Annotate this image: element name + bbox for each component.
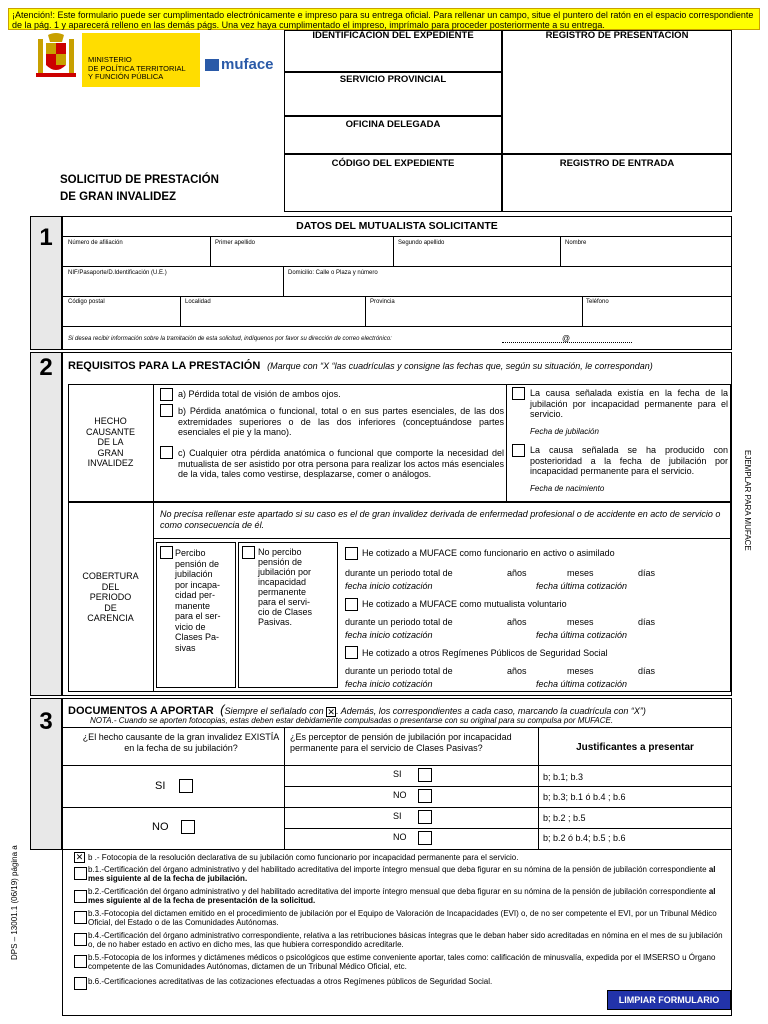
doc-b1-text: b.1.-Certificación del órgano administrativo y del habilitado acreditativa del importe íntegro mensual que deba figurar en su nómina de la pensión de jubilación correspondiente al mes siguiente al de la fecha de jubilación. xyxy=(88,865,716,883)
oficina-delegada-label: OFICINA DELEGADA xyxy=(345,119,441,130)
cot-funcionario-text: He cotizado a MUFACE como funcionario en activo o asimilado xyxy=(362,548,615,558)
side-copy-label: EJEMPLAR PARA MUFACE xyxy=(743,450,752,551)
s3-number: 3 xyxy=(39,708,53,735)
s1-title: DATOS DEL MUTUALISTA SOLICITANTE xyxy=(296,220,498,232)
clear-form-button[interactable]: LIMPIAR FORMULARIO xyxy=(607,990,731,1010)
servicio-provincial-label: SERVICIO PROVINCIAL xyxy=(339,74,447,85)
doc-b5-checkbox[interactable] xyxy=(74,955,87,968)
fecha-inicio-2-field[interactable]: fecha inicio cotización xyxy=(345,630,433,640)
localidad-field[interactable]: Localidad xyxy=(185,299,211,305)
dias-3-field[interactable]: días xyxy=(638,666,656,676)
s3-subtitle-a: Siempre el señalado con xyxy=(224,706,324,716)
q2-no-1-label: NO xyxy=(393,790,407,800)
cot-otros-text: He cotizado a otros Regímenes Públicos de Seguridad Social xyxy=(362,648,608,658)
s3-header: DOCUMENTOS A APORTAR (Siempre el señalado con ✕. Además, los correspondientes a cada caso, marcando la cuadrícula con “X”) xyxy=(68,702,646,717)
meses-3-field[interactable]: meses xyxy=(567,666,594,676)
codigo-postal-field[interactable]: Código postal xyxy=(68,299,105,305)
codigo-expediente-label: CÓDIGO DEL EXPEDIENTE xyxy=(331,158,455,169)
email-prompt: Si desea recibir información sobre la tramitación de esta solicitud, indíquenos por favor su dirección de correo electrónico: xyxy=(68,336,392,342)
doc-b3-text: b.3.-Fotocopia del dictamen emitido en el procedimiento de jubilación por el Equipo de Valoración de Incapacidades (EVI) o, de no ser competente el EVI, por un Tribunal Médico Oficial, del Estado o de las Comunidades Autónomas. xyxy=(88,909,717,927)
opt-c-checkbox[interactable] xyxy=(160,446,173,459)
q2-no-2-label: NO xyxy=(393,832,407,842)
percibo-text: Percibo pensión de jubilación por incapa- cidad per- manente para el ser- vicio de Clases Pa- sivas xyxy=(175,548,221,653)
q2-si-2-checkbox[interactable] xyxy=(418,810,432,824)
meses-1-field[interactable]: meses xyxy=(567,568,594,578)
causa-posterior-checkbox[interactable] xyxy=(512,444,525,457)
info-notice: ¡Atención!: Este formulario puede ser cumplimentado electrónicamente e impreso para su entrega oficial. Para rellenar un campo, situe el puntero del ratón en el espacio correspondiente de la pág. 1 y aparecerá relleno en las demás págs. Una vez haya cumplimentado el impreso, imprímalo para proceder posteriormente a su entrega. xyxy=(8,8,760,30)
doc-b-text: b .- Fotocopia de la resolución declarativa de su jubilación como funcionario por incapacidad permanente para el servicio. xyxy=(88,853,519,862)
s2-title: REQUISITOS PARA LA PRESTACIÓN xyxy=(68,360,261,372)
result-2: b; b.3; b.1 ó b.4 ; b.6 xyxy=(543,792,626,802)
anos-1-field[interactable]: años xyxy=(507,568,527,578)
q2-text: ¿Es perceptor de pensión de jubilación por incapacidad permanente para el servicio de Clases Pasivas? xyxy=(290,732,512,753)
opt-a-text: a) Pérdida total de visión de ambos ojos. xyxy=(178,389,341,399)
causa-existia-checkbox[interactable] xyxy=(512,387,525,400)
s3-subtitle-b: . Además, los correspondientes a cada caso, marcando la cuadrícula con “X”) xyxy=(336,706,646,716)
ministry-name: MINISTERIO DE POLÍTICA TERRITORIAL Y FUNCIÓN PÚBLICA xyxy=(88,55,186,81)
q2-si-1-checkbox[interactable] xyxy=(418,768,432,782)
causa-existia-text: La causa señalada existía en la fecha de la jubilación por incapacidad permanente para el servicio. xyxy=(530,388,728,419)
doc-b6-checkbox[interactable] xyxy=(74,977,87,990)
justificantes-header: Justificantes a presentar xyxy=(576,742,694,753)
no-precisa-note: No precisa rellenar este apartado si su caso es el de gran invalidez derivada de enfermedad profesional o de accidente en acto de servicio o como consecuencia de él. xyxy=(160,509,721,530)
result-1: b; b.1; b.3 xyxy=(543,772,584,782)
registro-presentacion-label: REGISTRO DE PRESENTACIÓN xyxy=(545,30,689,41)
doc-b5-text: b.5.-Fotocopia de los informes y dictámenes médicos o psicológicos que estime conveniente aportar, tales como: calificación de minusvalía, expedida por el IMSERSO u Órgano competente de las Comunidades Autónomas, dictamen de un Tribunal Médico Oficial, etc. xyxy=(88,953,716,971)
muface-logo: muface xyxy=(205,56,274,72)
q2-si-1-label: SI xyxy=(393,769,402,779)
fecha-ultima-2-field[interactable]: fecha última cotización xyxy=(536,630,628,640)
cobertura-label: COBERTURA DEL PERIODO DE CARENCIA xyxy=(82,571,139,623)
q1-si-label: SI xyxy=(155,780,166,792)
dias-2-field[interactable]: días xyxy=(638,617,656,627)
spain-coat-of-arms-icon xyxy=(34,33,78,83)
doc-b1-checkbox[interactable] xyxy=(74,867,87,880)
cot-otros-checkbox[interactable] xyxy=(345,646,358,659)
q2-si-2-label: SI xyxy=(393,811,402,821)
fecha-inicio-3-field[interactable]: fecha inicio cotización xyxy=(345,679,433,689)
result-4: b; b.2 ó b.4; b.5 ; b.6 xyxy=(543,833,626,843)
registro-presentacion-box xyxy=(502,30,732,154)
percibo-checkbox[interactable] xyxy=(160,546,173,559)
side-form-code: DPS – 13001.1 (06/19) página a xyxy=(10,845,19,960)
s2-num-box xyxy=(30,352,62,696)
s1-number: 1 xyxy=(39,224,53,251)
s2-header xyxy=(68,360,728,372)
num-afiliacion-field[interactable]: Número de afiliación xyxy=(68,240,123,246)
periodo-2-label: durante un periodo total de xyxy=(345,617,453,627)
no-percibo-checkbox[interactable] xyxy=(242,546,255,559)
anos-3-field[interactable]: años xyxy=(507,666,527,676)
nombre-field[interactable]: Nombre xyxy=(565,240,587,246)
doc-b3-checkbox[interactable] xyxy=(74,911,87,924)
q1-si-checkbox[interactable] xyxy=(179,779,193,793)
telefono-field[interactable]: Teléfono xyxy=(586,299,609,305)
opt-b-text: b) Pérdida anatómica o funcional, total o en sus partes esenciales, de las dos extremidades superiores o de las dos inferiores (conceptuándose partes esenciales el pie y la mano). xyxy=(178,406,504,437)
muface-m-icon xyxy=(205,59,219,71)
doc-b2-text: b.2.-Certificación del órgano administrativo y del habilitado acreditativa del importe íntegro mensual que deba figurar en su nómina de la pensión de jubilación correspondiente al mes siguiente al de la fecha de presentación de la solicitud. xyxy=(88,887,716,905)
checked-box-icon: ✕ xyxy=(327,706,335,717)
doc-b6-text: b.6.-Certificaciones acreditativas de las cotizaciones efectuadas a otros Regímenes públicos de Seguridad Social. xyxy=(88,977,493,986)
q1-no-label: NO xyxy=(152,821,169,833)
fecha-ultima-3-field[interactable]: fecha última cotización xyxy=(536,679,628,689)
cot-voluntario-text: He cotizado a MUFACE como mutualista voluntario xyxy=(362,599,567,609)
s2-number: 2 xyxy=(39,354,53,381)
dias-1-field[interactable]: días xyxy=(638,568,656,578)
fecha-jubilacion-label[interactable]: Fecha de jubilación xyxy=(530,427,599,436)
primer-apellido-field[interactable]: Primer apellido xyxy=(215,240,256,246)
result-3: b; b.2 ; b.5 xyxy=(543,813,586,823)
fecha-nacimiento-label[interactable]: Fecha de nacimiento xyxy=(530,484,605,493)
q2-no-2-checkbox[interactable] xyxy=(418,831,432,845)
q1-no-checkbox[interactable] xyxy=(181,820,195,834)
id-expediente-label: IDENTIFICACIÓN DEL EXPEDIENTE xyxy=(312,30,474,41)
s2-subtitle: (Marque con “X “las cuadrículas y consigne las fechas que, según su situación, le correspondan) xyxy=(267,361,653,371)
domicilio-field[interactable]: Domicilio: Calle o Plaza y número xyxy=(288,270,378,276)
s3-title: DOCUMENTOS A APORTAR xyxy=(68,705,214,717)
nif-field[interactable]: NIF/Pasaporte/D.Identificación (U.E.) xyxy=(68,270,167,276)
doc-b4-checkbox[interactable] xyxy=(74,933,87,946)
doc-b4-text: b.4.-Certificación del órgano administrativo correspondiente, relativa a las retribuciones básicas íntegras que le deban haber sido acreditadas en nómina en el mes de su jubilación o, de no haber estado en activo en dicho mes, las que hubiera correspondido acreditarle. xyxy=(88,931,723,949)
q1-text: ¿El hecho causante de la gran invalidez EXISTÍA en la fecha de su jubilación? xyxy=(82,732,280,753)
hecho-causante-label: HECHO CAUSANTE DE LA GRAN INVALIDEZ xyxy=(85,416,135,468)
registro-entrada-label: REGISTRO DE ENTRADA xyxy=(559,158,675,169)
meses-2-field[interactable]: meses xyxy=(567,617,594,627)
q2-no-1-checkbox[interactable] xyxy=(418,789,432,803)
doc-b2-checkbox[interactable] xyxy=(74,890,87,903)
cot-funcionario-checkbox[interactable] xyxy=(345,547,358,560)
anos-2-field[interactable]: años xyxy=(507,617,527,627)
opt-a-checkbox[interactable] xyxy=(160,388,173,401)
fecha-inicio-1-field[interactable]: fecha inicio cotización xyxy=(345,581,433,591)
email-at: @ xyxy=(562,334,571,343)
periodo-1-label: durante un periodo total de xyxy=(345,568,453,578)
segundo-apellido-field[interactable]: Segundo apellido xyxy=(398,240,445,246)
provincia-field[interactable]: Provincia xyxy=(370,299,395,305)
fecha-ultima-1-field[interactable]: fecha última cotización xyxy=(536,581,628,591)
form-title: SOLICITUD DE PRESTACIÓN DE GRAN INVALIDEZ xyxy=(60,174,219,203)
cot-voluntario-checkbox[interactable] xyxy=(345,598,358,611)
doc-b-checkbox: ✕ xyxy=(75,852,84,862)
periodo-3-label: durante un periodo total de xyxy=(345,666,453,676)
opt-c-text: c) Cualquier otra pérdida anatómica o funcional que comporte la necesidad del mutualista de ser asistido por otra persona para realizar los actos más esenciales de la vida, tales como vestirse, desplazarse, comer o análogos. xyxy=(178,448,504,479)
no-percibo-text: No percibo pensión de jubilación por incapacidad permanente para el servi- cio de Clases Pasivas. xyxy=(258,547,313,627)
causa-posterior-text: La causa señalada se ha producido con posterioridad a la fecha de jubilación por incapacidad permanente para el servicio. xyxy=(530,445,728,476)
s3-nota: NOTA.- Cuando se aporten fotocopias, estas deben estar debidamente compulsadas o presentarse con su original para su compulsa por MUFACE. xyxy=(90,716,614,725)
opt-b-checkbox[interactable] xyxy=(160,404,173,417)
